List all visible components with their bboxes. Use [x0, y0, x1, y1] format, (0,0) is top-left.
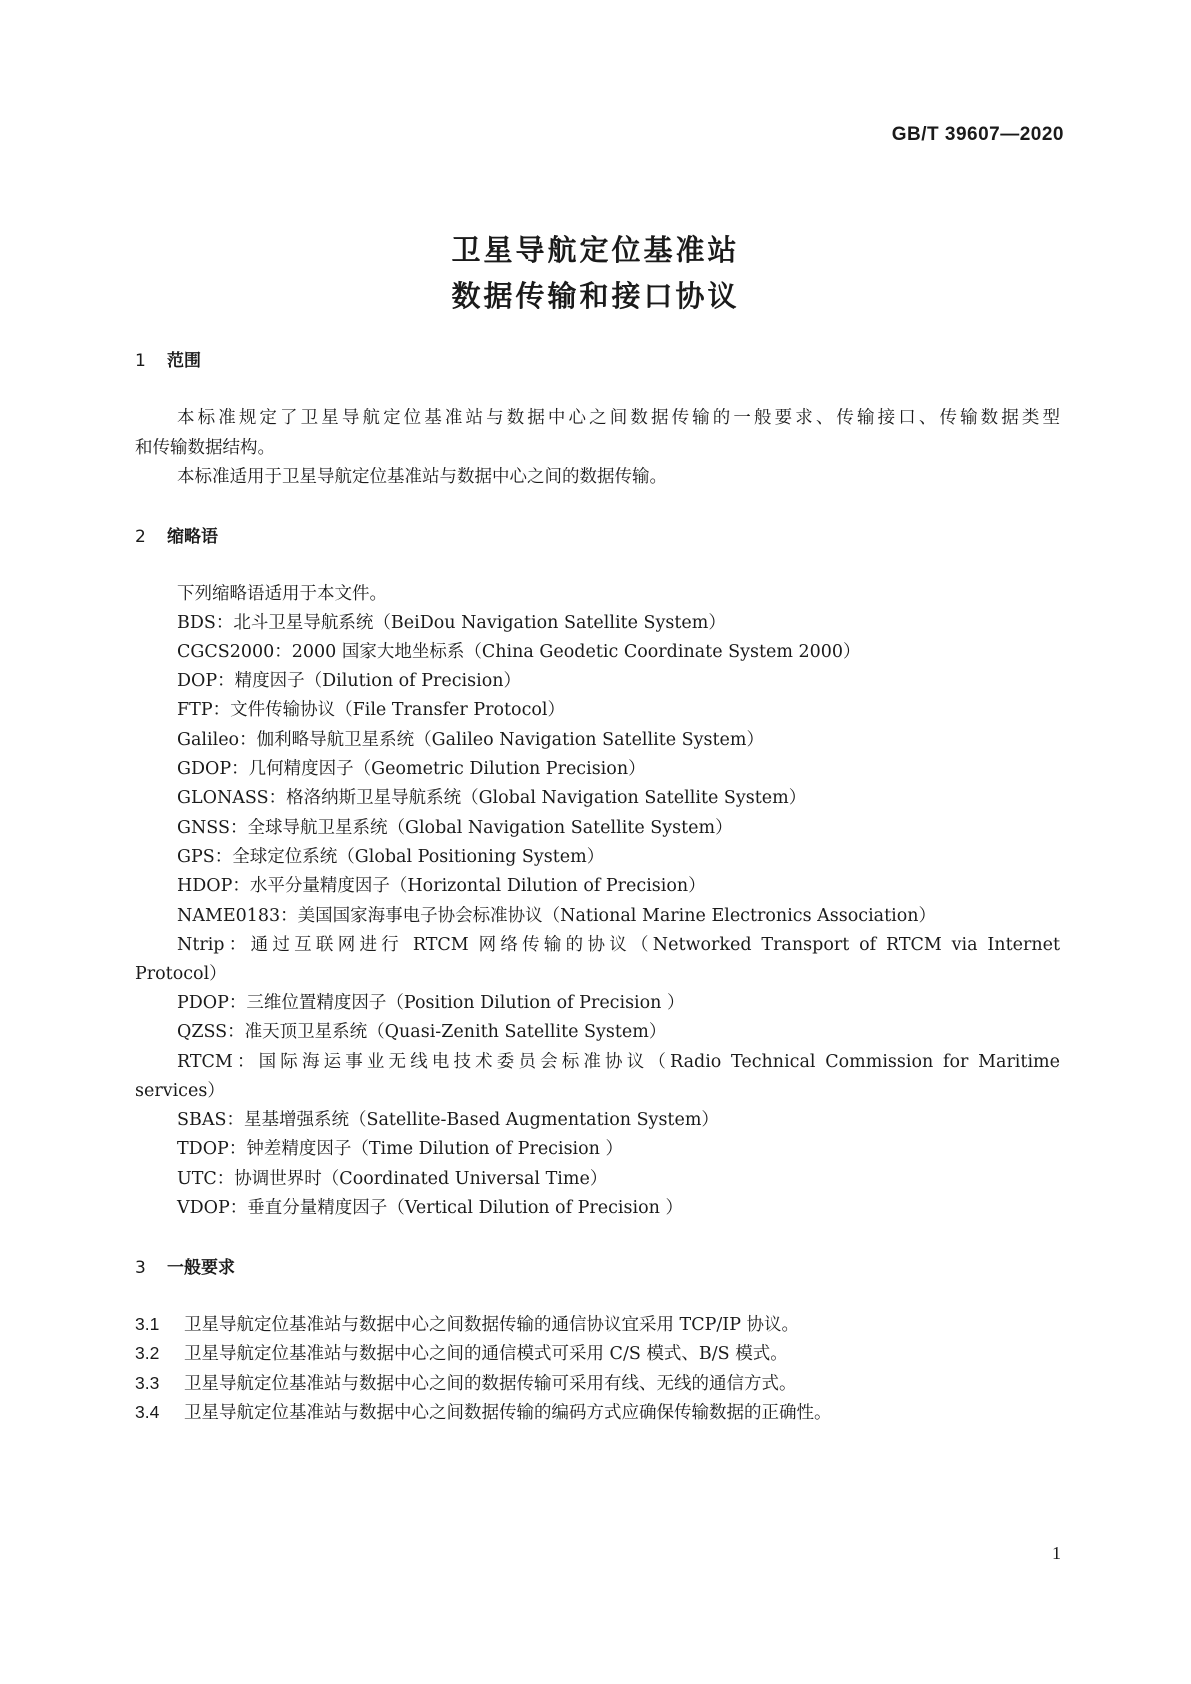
section-3-title: 一般要求	[167, 1258, 235, 1278]
clause-text: 卫星导航定位基准站与数据中心之间数据传输的通信协议宜采用 TCP/IP 协议。	[184, 1315, 800, 1335]
abbreviation-item: UTC：协调世界时（Coordinated Universal Time）	[177, 1169, 608, 1189]
abbreviation-item: SBAS：星基增强系统（Satellite-Based Augmentation System）	[177, 1110, 719, 1130]
abbreviation-item: TDOP：钟差精度因子（Time Dilution of Precision ）	[177, 1139, 624, 1159]
section-3-heading	[135, 1253, 235, 1278]
clause-3-3	[135, 1370, 797, 1395]
abbreviation-item: BDS：北斗卫星导航系统（BeiDou Navigation Satellite System）	[177, 613, 726, 633]
abbreviation-item: FTP：文件传输协议（File Transfer Protocol）	[177, 700, 566, 720]
section-2-heading	[135, 522, 218, 547]
clause-text: 卫星导航定位基准站与数据中心之间数据传输的编码方式应确保传输数据的正确性。	[184, 1403, 832, 1423]
clause-3-1	[135, 1311, 799, 1336]
section-1-heading	[135, 346, 201, 371]
scope-paragraph-2: 本标准适用于卫星导航定位基准站与数据中心之间的数据传输。	[177, 467, 667, 487]
standard-code: GB/T 39607—2020	[891, 124, 1064, 145]
abbreviation-item: GPS：全球定位系统（Global Positioning System）	[177, 847, 605, 867]
abbreviation-rtcm-line-1: RTCM：国际海运事业无线电技术委员会标准协议（Radio Technical Commission for Maritime	[177, 1052, 1060, 1072]
title-line-2: 数据传输和接口协议	[451, 279, 740, 313]
clause-number: 3.3	[135, 1373, 160, 1393]
abbreviation-item: QZSS：准天顶卫星系统（Quasi-Zenith Satellite System）	[177, 1022, 667, 1042]
abbreviation-item: NAME0183：美国国家海事电子协会标准协议（National Marine Electronics Association）	[177, 906, 937, 926]
abbreviation-item: HDOP：水平分量精度因子（Horizontal Dilution of Precision）	[177, 876, 706, 896]
abbreviation-ntrip-line-2: Protocol）	[135, 964, 227, 984]
clause-number: 3.4	[135, 1402, 160, 1422]
clause-number: 3.2	[135, 1343, 160, 1363]
abbreviation-item: GLONASS：格洛纳斯卫星导航系统（Global Navigation Satellite System）	[177, 788, 807, 808]
clause-number: 3.1	[135, 1314, 160, 1334]
abbreviation-item: DOP：精度因子（Dilution of Precision）	[177, 671, 522, 691]
clause-3-2	[135, 1340, 788, 1365]
abbreviation-item: GNSS：全球导航卫星系统（Global Navigation Satellite System）	[177, 818, 733, 838]
abbreviations-intro: 下列缩略语适用于本文件。	[177, 584, 387, 604]
section-2-title: 缩略语	[167, 527, 218, 547]
abbreviation-item: VDOP：垂直分量精度因子（Vertical Dilution of Precision ）	[177, 1198, 683, 1218]
abbreviation-item: PDOP：三维位置精度因子（Position Dilution of Precision ）	[177, 993, 685, 1013]
section-1-title: 范围	[167, 351, 201, 371]
title-line-1: 卫星导航定位基准站	[451, 233, 740, 267]
clause-text: 卫星导航定位基准站与数据中心之间的通信模式可采用 C/S 模式、B/S 模式。	[184, 1344, 788, 1364]
scope-paragraph-line-2: 和传输数据结构。	[135, 438, 275, 458]
abbreviation-item: CGCS2000：2000 国家大地坐标系（China Geodetic Coordinate System 2000）	[177, 642, 861, 662]
abbreviation-ntrip-line-1: Ntrip：通过互联网进行 RTCM 网络传输的协议（Networked Transport of RTCM via Internet	[177, 935, 1060, 955]
section-2-number: 2	[135, 527, 146, 547]
abbreviation-item: GDOP：几何精度因子（Geometric Dilution Precision）	[177, 759, 646, 779]
abbreviation-item: Galileo：伽利略导航卫星系统（Galileo Navigation Satellite System）	[177, 730, 765, 750]
clause-3-4	[135, 1399, 832, 1424]
clause-text: 卫星导航定位基准站与数据中心之间的数据传输可采用有线、无线的通信方式。	[184, 1374, 797, 1394]
scope-paragraph-line-1: 本标准规定了卫星导航定位基准站与数据中心之间数据传输的一般要求、传输接口、传输数据类型	[177, 408, 1060, 428]
abbreviation-rtcm-line-2: services）	[135, 1081, 225, 1101]
page-number: 1	[1052, 1543, 1061, 1563]
section-3-number: 3	[135, 1258, 146, 1278]
section-1-number: 1	[135, 351, 146, 371]
